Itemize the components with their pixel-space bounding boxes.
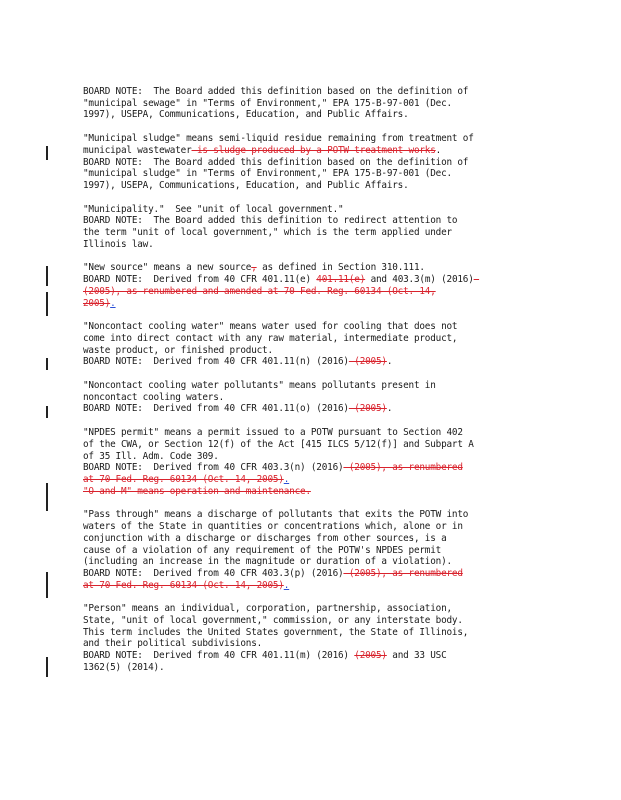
text-run: conjunction with a discharge or discharges from other sources, is a <box>83 532 447 544</box>
deleted-text: 2005) <box>83 297 111 309</box>
text-run: BOARD NOTE: Derived from 40 CFR 403.3(p) (2016) <box>83 567 344 579</box>
text-line <box>83 262 553 274</box>
text-line <box>83 533 553 545</box>
text-line <box>83 356 553 368</box>
text-run: waters of the State in quantities or concentrations which, alone or in <box>83 521 463 533</box>
text-run: (including an increase in the magnitude or duration of a violation). <box>83 556 452 568</box>
text-line <box>83 145 553 157</box>
deleted-text: is sludge produced by a POTW treatment works <box>191 144 436 156</box>
revision-bar <box>46 266 48 286</box>
text-run: "Municipality." See "unit of local government." <box>83 203 344 215</box>
paragraph <box>83 427 553 497</box>
text-line <box>83 98 553 110</box>
text-run: . <box>386 403 393 415</box>
text-line <box>83 180 553 192</box>
text-line <box>83 157 553 169</box>
text-run: municipal wastewater <box>83 144 192 156</box>
text-run: BOARD NOTE: The Board added this definition to redirect attention to <box>83 215 458 227</box>
deleted-text: (2005), as renumbered <box>343 567 463 579</box>
text-run: "Person" means an individual, corporation, partnership, association, <box>83 603 452 615</box>
deleted-text: "O and M" means operation and maintenance. <box>83 485 311 497</box>
document-body <box>83 86 553 686</box>
paragraph <box>83 133 553 192</box>
text-line <box>83 168 553 180</box>
text-run: This term includes the United States government, the State of Illinois, <box>83 626 469 638</box>
paragraph <box>83 204 553 251</box>
text-run: and 403.3(m) (2016) <box>365 274 474 286</box>
text-run: . <box>435 144 442 156</box>
text-line <box>83 462 553 474</box>
paragraph <box>83 262 553 309</box>
text-run: BOARD NOTE: Derived from 40 CFR 401.11(e) <box>83 274 317 286</box>
text-run: "New source" means a new source <box>83 262 252 274</box>
revision-bar <box>46 146 48 160</box>
revision-bar <box>46 483 48 511</box>
text-run: and their political subdivisions. <box>83 638 263 650</box>
text-line <box>83 486 553 498</box>
text-line <box>83 662 553 674</box>
text-line <box>83 568 553 580</box>
text-run: come into direct contact with any raw material, intermediate product, <box>83 332 458 344</box>
deleted-text: 401.11(e) <box>316 274 366 286</box>
text-run: as defined in Section 310.111. <box>256 262 425 274</box>
text-line <box>83 509 553 521</box>
text-run: . <box>386 356 393 368</box>
deleted-text: (2005) <box>348 356 387 368</box>
revision-bar <box>46 358 48 370</box>
text-run: "NPDES permit" means a permit issued to a POTW pursuant to Section 402 <box>83 427 463 439</box>
text-line <box>83 638 553 650</box>
text-line <box>83 215 553 227</box>
text-run: "Noncontact cooling water pollutants" means pollutants present in <box>83 380 436 392</box>
deleted-text: (2005), as renumbered and amended at 70 Fed. Reg. 60134 (Oct. 14, <box>83 285 436 297</box>
inserted-text: . <box>283 579 290 591</box>
text-line <box>83 627 553 639</box>
text-run: BOARD NOTE: The Board added this definition based on the definition of <box>83 86 469 97</box>
text-line <box>83 403 553 415</box>
text-line <box>83 239 553 251</box>
text-line <box>83 380 553 392</box>
text-run: 1997), USEPA, Communications, Education, and Public Affairs. <box>83 179 409 191</box>
text-run: "Noncontact cooling water" means water used for cooling that does not <box>83 321 458 333</box>
text-line <box>83 439 553 451</box>
text-run: BOARD NOTE: Derived from 40 CFR 401.11(m) (2016) <box>83 650 355 662</box>
deleted-text: at 70 Fed. Reg. 60134 (Oct. 14, 2005) <box>83 579 284 591</box>
paragraph <box>83 321 553 368</box>
text-line <box>83 427 553 439</box>
revision-bar <box>46 292 48 316</box>
text-line <box>83 86 553 98</box>
paragraph <box>83 86 553 121</box>
text-line <box>83 392 553 404</box>
text-run: Illinois law. <box>83 238 154 250</box>
text-line <box>83 204 553 216</box>
deleted-text: (2005) <box>348 403 387 415</box>
paragraph <box>83 509 553 591</box>
text-line <box>83 650 553 662</box>
revision-bar <box>46 406 48 418</box>
deleted-text: (2005) <box>354 650 387 662</box>
text-line <box>83 133 553 145</box>
text-line <box>83 227 553 239</box>
text-line <box>83 109 553 121</box>
text-run: the term "unit of local government," which is the term applied under <box>83 227 452 239</box>
text-line <box>83 580 553 592</box>
text-line <box>83 545 553 557</box>
text-line <box>83 321 553 333</box>
text-run: BOARD NOTE: The Board added this definition based on the definition of <box>83 156 469 168</box>
text-run: "Pass through" means a discharge of pollutants that exits the POTW into <box>83 509 469 521</box>
text-line <box>83 474 553 486</box>
text-run: 1997), USEPA, Communications, Education, and Public Affairs. <box>83 109 409 121</box>
text-line <box>83 521 553 533</box>
text-run: 1362(5) (2014). <box>83 661 165 673</box>
inserted-text: . <box>110 297 116 309</box>
deleted-text: , <box>251 262 257 274</box>
text-line <box>83 556 553 568</box>
text-run: BOARD NOTE: Derived from 40 CFR 401.11(n) (2016) <box>83 356 349 368</box>
text-run: of the CWA, or Section 12(f) of the Act [415 ILCS 5/12(f)] and Subpart A <box>83 438 474 450</box>
text-run: and 33 USC <box>386 650 447 662</box>
paragraph <box>83 603 553 673</box>
text-run: noncontact cooling waters. <box>83 391 225 403</box>
revision-bar <box>46 572 48 598</box>
text-run: BOARD NOTE: Derived from 40 CFR 401.11(o) (2016) <box>83 403 349 415</box>
deleted-text <box>474 274 479 285</box>
text-line <box>83 333 553 345</box>
revision-bar <box>46 657 48 677</box>
text-line <box>83 298 553 310</box>
text-line <box>83 603 553 615</box>
text-line <box>83 451 553 463</box>
text-run: State, "unit of local government," commission, or any interstate body. <box>83 615 463 627</box>
text-run: "municipal sewage" in "Terms of Environment," EPA 175-B-97-001 (Dec. <box>83 97 452 109</box>
deleted-text: at 70 Fed. Reg. 60134 (Oct. 14, 2005) <box>83 473 284 485</box>
text-line <box>83 345 553 357</box>
deleted-text: (2005), as renumbered <box>343 462 463 474</box>
paragraph <box>83 380 553 415</box>
text-run: "municipal sludge" in "Terms of Environment," EPA 175-B-97-001 (Dec. <box>83 168 452 180</box>
text-run: waste product, or finished product. <box>83 344 273 356</box>
text-line <box>83 286 553 298</box>
text-run: "Municipal sludge" means semi-liquid residue remaining from treatment of <box>83 133 474 145</box>
text-line <box>83 615 553 627</box>
text-run: cause of a violation of any requirement of the POTW's NPDES permit <box>83 544 442 556</box>
text-run: of 35 Ill. Adm. Code 309. <box>83 450 219 462</box>
text-run: BOARD NOTE: Derived from 40 CFR 403.3(n) (2016) <box>83 462 344 474</box>
text-line <box>83 274 553 286</box>
inserted-text: . <box>283 473 290 485</box>
